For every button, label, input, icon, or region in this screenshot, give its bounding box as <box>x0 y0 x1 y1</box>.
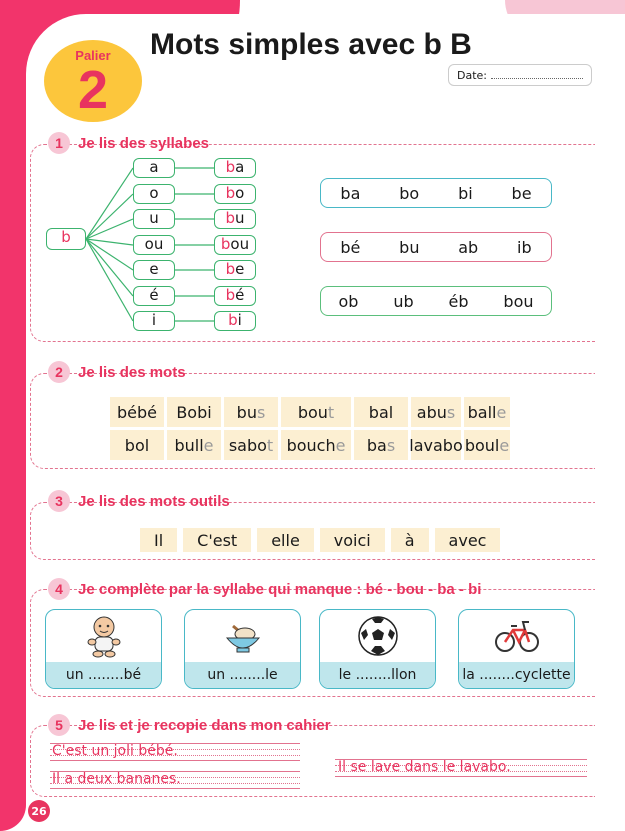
syllable-box <box>214 158 256 178</box>
word-cell <box>411 430 461 460</box>
vowel-box: é <box>133 286 175 306</box>
syllable-pill-row-2 <box>320 232 552 262</box>
word-cell <box>224 397 278 427</box>
section-number: 4 <box>48 578 70 600</box>
syllable-box <box>214 184 256 204</box>
syllable-vowel: ou <box>230 235 250 253</box>
section-title <box>78 581 481 598</box>
syllable-vowel: e <box>235 260 245 278</box>
silent-letter: t <box>266 435 274 455</box>
silent-letter: e <box>499 435 510 455</box>
completion-card <box>45 609 162 689</box>
card-label: la ........cyclette <box>459 662 574 688</box>
mot-outil: avec <box>435 528 501 552</box>
syllable-consonant: b <box>225 158 236 176</box>
word-text: bouch <box>286 435 336 455</box>
pill-syllable: ob <box>338 291 359 311</box>
completion-card <box>184 609 301 689</box>
word-text: bébé <box>117 402 157 422</box>
vowel-box: i <box>133 311 175 331</box>
mot-outil: C'est <box>183 528 251 552</box>
vowel-box: ou <box>133 235 175 255</box>
syllable-vowel: é <box>235 286 245 304</box>
bowl-icon <box>185 610 300 662</box>
vowel-box: o <box>133 184 175 204</box>
word-cell <box>464 430 510 460</box>
consonant-b-box: b <box>46 228 86 250</box>
ball-icon <box>320 610 435 662</box>
syllable-vowel: o <box>235 184 245 202</box>
silent-letter: e <box>203 435 214 455</box>
word-cell <box>281 397 351 427</box>
syllable-consonant: b <box>225 184 236 202</box>
word-text: ba <box>366 435 387 455</box>
vowel-box: a <box>133 158 175 178</box>
page-title: Mots simples avec b B <box>150 28 472 61</box>
copy-sentence-1: C'est un joli bébé. <box>52 743 178 759</box>
word-text: ball <box>467 402 497 422</box>
word-cell <box>411 397 461 427</box>
section-number: 1 <box>48 132 70 154</box>
section-number: 5 <box>48 714 70 736</box>
syllable-box <box>214 311 256 331</box>
section-number: 2 <box>48 361 70 383</box>
page-number: 26 <box>28 800 50 822</box>
syllable-consonant: b <box>225 286 236 304</box>
syllable-box <box>214 209 256 229</box>
silent-letter: e <box>335 435 346 455</box>
syllable-consonant: b <box>220 235 231 253</box>
pill-syllable: ab <box>458 237 479 257</box>
word-text: Bobi <box>176 402 212 422</box>
section-5-heading <box>48 715 331 735</box>
copy-sentence-3: Il se lave dans le lavabo. <box>338 759 511 775</box>
syllable-box <box>214 286 256 306</box>
word-text: bull <box>174 435 204 455</box>
pill-syllable: ib <box>517 237 532 257</box>
section-number: 3 <box>48 490 70 512</box>
mot-outil: Il <box>140 528 177 552</box>
syllable-box <box>214 260 256 280</box>
section-title: Je lis des syllabes <box>78 134 209 152</box>
vowel-box: e <box>133 260 175 280</box>
section-2-heading <box>48 362 186 382</box>
word-text: bu <box>236 402 257 422</box>
vowel-box: u <box>133 209 175 229</box>
pill-syllable: bé <box>340 237 361 257</box>
word-cell <box>464 397 510 427</box>
syllable-consonant: b <box>225 209 235 227</box>
pill-syllable: ba <box>340 183 361 203</box>
syllable-pill-row-3 <box>320 286 552 316</box>
card-label: le ........llon <box>320 662 435 688</box>
section-title: Je lis des mots <box>78 363 186 381</box>
card-label: un ........bé <box>46 662 161 688</box>
bicycle-icon <box>459 610 574 662</box>
palier-label: Palier <box>75 48 111 63</box>
syllable-pill-row-1 <box>320 178 552 208</box>
syllable-vowel: a <box>235 158 245 176</box>
section-title: Je lis des mots outils <box>78 492 230 510</box>
syllable-consonant: b <box>225 260 236 278</box>
word-grid <box>110 397 510 460</box>
mot-outil: à <box>391 528 429 552</box>
pill-syllable: bou <box>503 291 534 311</box>
date-label: Date: <box>457 69 487 82</box>
pill-syllable: bi <box>458 183 473 203</box>
word-cell <box>110 397 164 427</box>
pill-syllable: ub <box>393 291 414 311</box>
section-3-heading <box>48 491 230 511</box>
word-text: lavabo <box>409 435 463 455</box>
word-text: abu <box>416 402 447 422</box>
word-cell <box>224 430 278 460</box>
pill-syllable: bo <box>399 183 420 203</box>
silent-letter: s <box>256 402 266 422</box>
palier-number: 2 <box>77 60 109 120</box>
silent-letter: s <box>446 402 456 422</box>
completion-card <box>458 609 575 689</box>
syllable-choices: bé - bou - ba - bi <box>365 580 482 598</box>
word-text: bou <box>297 402 328 422</box>
section-title: Je lis et je recopie dans mon cahier <box>78 716 331 734</box>
pill-syllable: bu <box>399 237 420 257</box>
word-cell <box>167 430 221 460</box>
word-cell <box>110 430 164 460</box>
card-label: un ........le <box>185 662 300 688</box>
word-text: sabo <box>228 435 267 455</box>
mots-outils-row <box>140 528 500 552</box>
syllable-vowel: i <box>237 311 242 329</box>
mot-outil: elle <box>257 528 314 552</box>
section-4-heading <box>48 579 481 599</box>
completion-card <box>319 609 436 689</box>
word-text: bol <box>124 435 150 455</box>
word-cell <box>354 397 408 427</box>
pill-syllable: éb <box>448 291 469 311</box>
silent-letter: s <box>386 435 396 455</box>
syllable-consonant: b <box>228 311 238 329</box>
word-text: bal <box>368 402 394 422</box>
word-text: boul <box>464 435 500 455</box>
syllable-box <box>214 235 256 255</box>
section-title-text: Je complète par la syllabe qui manque : <box>78 580 366 598</box>
pill-syllable: be <box>511 183 532 203</box>
mot-outil: voici <box>320 528 385 552</box>
word-cell <box>281 430 351 460</box>
word-cell <box>167 397 221 427</box>
copy-sentence-2: Il a deux bananes. <box>52 771 181 787</box>
word-cell <box>354 430 408 460</box>
silent-letter: t <box>327 402 335 422</box>
syllable-vowel: u <box>235 209 245 227</box>
baby-icon <box>46 610 161 662</box>
silent-letter: e <box>496 402 507 422</box>
